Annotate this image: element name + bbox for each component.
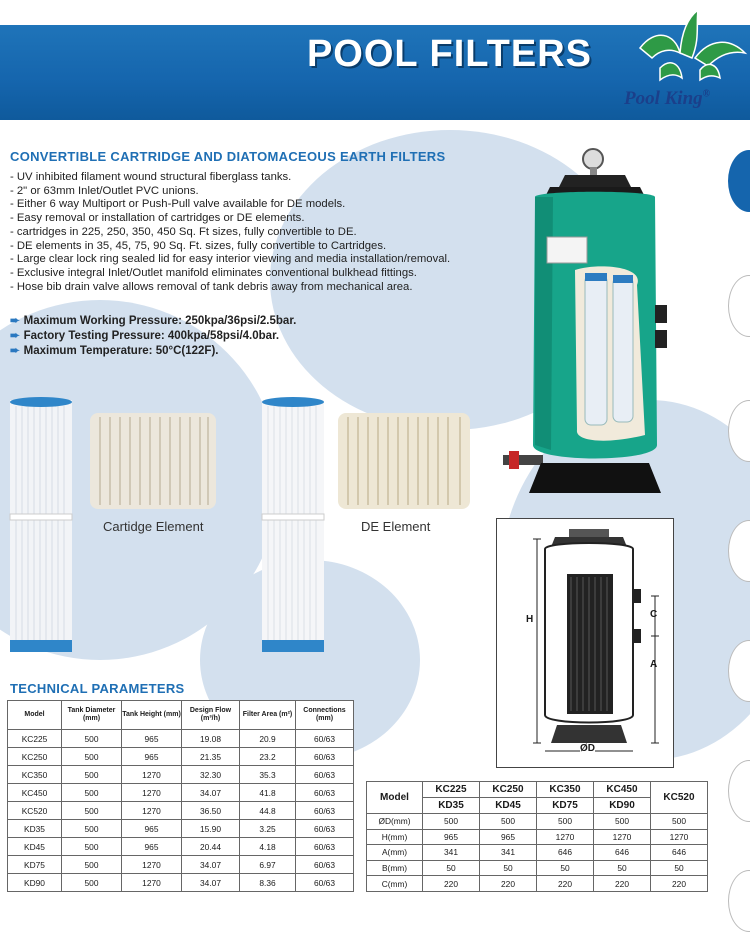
table-cell: 60/63: [296, 784, 354, 802]
dimension-diagram: [496, 518, 674, 768]
table-header-row: [8, 701, 354, 730]
features-heading: CONVERTIBLE CARTRIDGE AND DIATOMACEOUS EARTH FILTERS: [10, 149, 446, 164]
table-cell: A(mm): [367, 845, 423, 861]
table-cell: 50: [480, 860, 537, 876]
table-header-row: [367, 782, 708, 798]
column-header: KC250: [480, 782, 537, 798]
table-cell: 50: [423, 860, 480, 876]
table-row: [367, 876, 708, 892]
table-cell: 50: [537, 860, 594, 876]
table-cell: 4.18: [240, 838, 296, 856]
table-cell: 500: [62, 802, 122, 820]
table-cell: 220: [537, 876, 594, 892]
table-row: [8, 838, 354, 856]
table-cell: 60/63: [296, 766, 354, 784]
table-row: [367, 845, 708, 861]
side-decoration: [728, 150, 750, 212]
table-cell: 60/63: [296, 856, 354, 874]
arrow-right-icon: ➨: [10, 315, 20, 327]
technical-heading: TECHNICAL PARAMETERS: [10, 681, 185, 696]
table-cell: 21.35: [182, 748, 240, 766]
table-row: [8, 784, 354, 802]
table-cell: 220: [594, 876, 651, 892]
table-cell: 60/63: [296, 820, 354, 838]
side-decoration: [728, 275, 750, 337]
table-cell: KC520: [8, 802, 62, 820]
table-cell: 8.36: [240, 874, 296, 892]
table-cell: C(mm): [367, 876, 423, 892]
column-header: KD35: [423, 798, 480, 814]
table-cell: 19.08: [182, 730, 240, 748]
table-cell: 341: [480, 845, 537, 861]
table-cell: 50: [651, 860, 708, 876]
table-cell: 220: [480, 876, 537, 892]
table-cell: 1270: [122, 784, 182, 802]
table-cell: 500: [62, 766, 122, 784]
spec-item: ➨ Maximum Temperature: 50°C(122F).: [10, 345, 219, 357]
table-cell: 1270: [594, 829, 651, 845]
table-cell: 965: [122, 748, 182, 766]
column-header: KD75: [537, 798, 594, 814]
feature-item: - Hose bib drain valve allows removal of tank debris away from mechanical area.: [10, 280, 413, 293]
spec-item: ➨ Maximum Working Pressure: 250kpa/36psi/2.5bar.: [10, 315, 297, 327]
spec-item: ➨ Factory Testing Pressure: 400kpa/58psi/4.0bar.: [10, 330, 280, 342]
table-row: [367, 829, 708, 845]
table-row: [8, 766, 354, 784]
table-cell: 220: [423, 876, 480, 892]
table-cell: KD90: [8, 874, 62, 892]
arrow-right-icon: ➨: [10, 345, 20, 357]
side-decoration: [728, 870, 750, 932]
feature-item: - Large clear lock ring sealed lid for easy interior viewing and media installation/removal.: [10, 253, 451, 266]
table-cell: 500: [62, 730, 122, 748]
table-cell: 1270: [537, 829, 594, 845]
table-cell: 500: [62, 820, 122, 838]
table-cell: 44.8: [240, 802, 296, 820]
table-cell: H(mm): [367, 829, 423, 845]
label-d: ØD: [580, 743, 595, 754]
features-list: [10, 171, 500, 294]
feature-item: - Either 6 way Multiport or Push-Pull valve available for DE models.: [10, 198, 346, 211]
logo-text: Pool King®: [624, 88, 711, 109]
table-cell: 500: [594, 814, 651, 830]
column-header: Tank Diameter (mm): [62, 701, 122, 730]
dimensions-table: [366, 781, 708, 892]
table-row: [8, 820, 354, 838]
table-cell: 1270: [122, 802, 182, 820]
table-cell: 646: [537, 845, 594, 861]
table-cell: 35.3: [240, 766, 296, 784]
de-caption: DE Element: [361, 519, 431, 534]
label-c: C: [650, 609, 658, 620]
table-cell: 965: [480, 829, 537, 845]
table-cell: 965: [122, 838, 182, 856]
table-cell: 3.25: [240, 820, 296, 838]
column-header: KD90: [594, 798, 651, 814]
table-cell: 23.2: [240, 748, 296, 766]
column-header: Model: [367, 782, 423, 814]
table-cell: 646: [651, 845, 708, 861]
feature-item: - Exclusive integral Inlet/Outlet manifold eliminates conventional bulkhead fittings.: [10, 266, 417, 279]
table-cell: KC350: [8, 766, 62, 784]
table-cell: 965: [122, 730, 182, 748]
table-cell: 965: [122, 820, 182, 838]
table-cell: 60/63: [296, 874, 354, 892]
technical-table: [7, 700, 354, 892]
table-cell: KD75: [8, 856, 62, 874]
feature-item: - cartridges in 225, 250, 350, 450 Sq. Ft sizes, fully convertible to DE.: [10, 225, 357, 238]
table-cell: 50: [594, 860, 651, 876]
column-header: Model: [8, 701, 62, 730]
table-cell: 500: [537, 814, 594, 830]
feature-item: - DE elements in 35, 45, 75, 90 Sq. Ft. sizes, fully convertible to Cartridges.: [10, 239, 387, 252]
table-cell: 500: [651, 814, 708, 830]
page-title: POOL FILTERS: [306, 33, 592, 75]
de-texture-image: [338, 413, 470, 509]
table-cell: B(mm): [367, 860, 423, 876]
table-cell: 60/63: [296, 748, 354, 766]
column-header: KC350: [537, 782, 594, 798]
table-cell: 500: [480, 814, 537, 830]
column-header: KC450: [594, 782, 651, 798]
cartridge-caption: Cartidge Element: [103, 519, 204, 534]
table-cell: 1270: [122, 766, 182, 784]
table-cell: 500: [62, 748, 122, 766]
table-cell: 60/63: [296, 730, 354, 748]
table-cell: 1270: [122, 856, 182, 874]
table-cell: 500: [423, 814, 480, 830]
table-row: [8, 874, 354, 892]
table-cell: KC450: [8, 784, 62, 802]
table-cell: 34.07: [182, 856, 240, 874]
feature-item: - Easy removal or installation of cartridges or DE elements.: [10, 212, 305, 225]
table-cell: 1270: [651, 829, 708, 845]
table-cell: 500: [62, 838, 122, 856]
table-row: [8, 802, 354, 820]
table-cell: 341: [423, 845, 480, 861]
table-row: [8, 748, 354, 766]
table-cell: 34.07: [182, 874, 240, 892]
table-row: [8, 856, 354, 874]
table-cell: 60/63: [296, 802, 354, 820]
table-row: [367, 860, 708, 876]
table-cell: 34.07: [182, 784, 240, 802]
column-header: KD45: [480, 798, 537, 814]
table-cell: 500: [62, 874, 122, 892]
table-cell: 646: [594, 845, 651, 861]
table-cell: 20.9: [240, 730, 296, 748]
table-cell: 220: [651, 876, 708, 892]
filter-tank-image: [495, 145, 700, 500]
table-cell: 965: [423, 829, 480, 845]
table-cell: 32.30: [182, 766, 240, 784]
feature-item: - 2" or 63mm Inlet/Outlet PVC unions.: [10, 184, 199, 197]
table-cell: 36.50: [182, 802, 240, 820]
arrow-right-icon: ➨: [10, 330, 20, 342]
diagram-drawing: [497, 519, 673, 767]
table-cell: KD35: [8, 820, 62, 838]
table-row: [367, 814, 708, 830]
table-cell: 6.97: [240, 856, 296, 874]
specs-list: [10, 314, 296, 359]
table-cell: 20.44: [182, 838, 240, 856]
column-header: Tank Height (mm): [122, 701, 182, 730]
de-element-image: [260, 396, 326, 654]
table-cell: 15.90: [182, 820, 240, 838]
table-row: [8, 730, 354, 748]
table-cell: 60/63: [296, 838, 354, 856]
table-cell: 41.8: [240, 784, 296, 802]
table-cell: ØD(mm): [367, 814, 423, 830]
table-cell: 500: [62, 784, 122, 802]
column-header: KC225: [423, 782, 480, 798]
side-decoration: [728, 760, 750, 822]
cartridge-texture-image: [90, 413, 216, 509]
table-cell: 1270: [122, 874, 182, 892]
column-header: Design Flow (m³/h): [182, 701, 240, 730]
label-h: H: [526, 614, 534, 625]
column-header: Connections (mm): [296, 701, 354, 730]
cartridge-element-image: [8, 396, 74, 654]
column-header: KC520: [651, 782, 708, 814]
table-cell: KC225: [8, 730, 62, 748]
table-cell: KD45: [8, 838, 62, 856]
table-cell: 500: [62, 856, 122, 874]
column-header: Filter Area (m²): [240, 701, 296, 730]
label-a: A: [650, 659, 658, 670]
feature-item: - UV inhibited filament wound structural fiberglass tanks.: [10, 171, 292, 183]
table-cell: KC250: [8, 748, 62, 766]
